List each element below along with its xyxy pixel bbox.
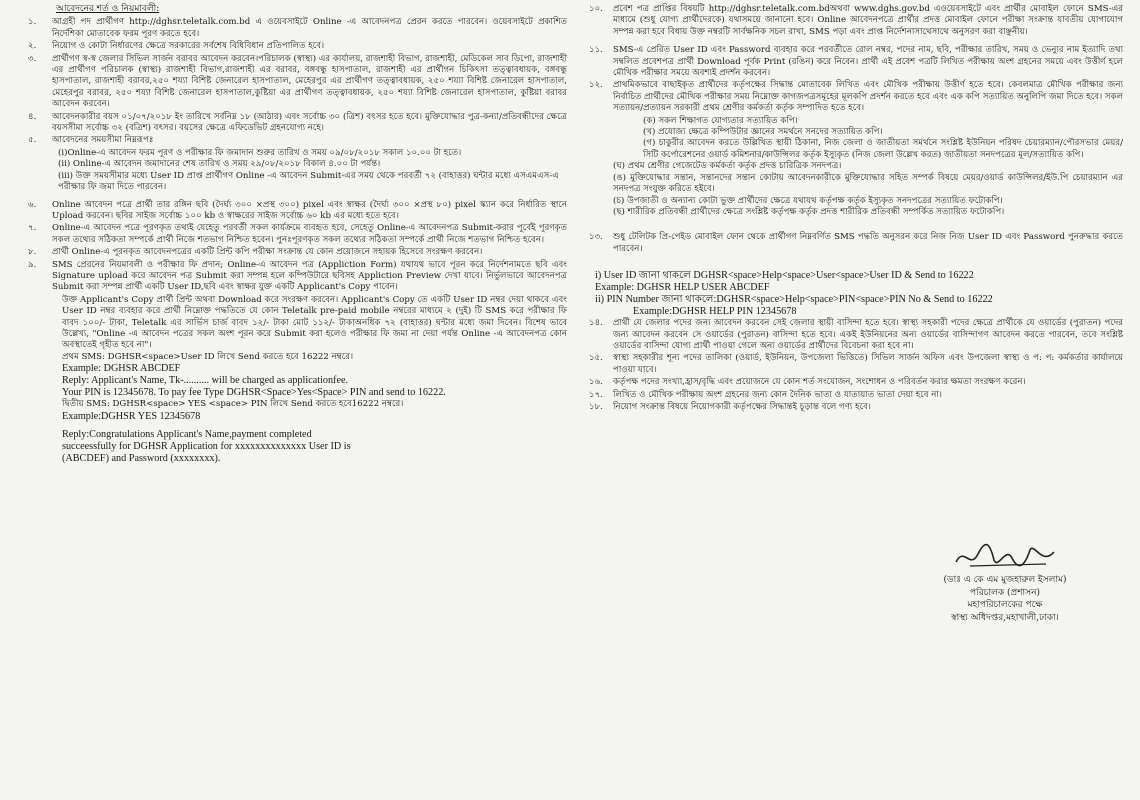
document-item: (গ) চাকুরীর আবেদন করতে উল্লিখিত স্থায়ী ঠিকানা, নিজ জেলা ও জাতীয়তা সমর্থনে সংশ্লিষ্ট ইউনিয়ন পরিষদ চেয়ারম্যান/পৌরসভার মেয়র/সিটি কর্পোরেশনের ওয়ার্ড কমিশনার/কাউন্সিলর কর্তৃক ইস্যুকৃত (নিজ জেলা উল্লেখ করত) জাতীয়তা সনদপত্রের মূল/সত্যায়িত কপি। <box>643 138 1123 160</box>
item-number: ১২. <box>589 80 603 91</box>
list-item <box>583 353 1123 376</box>
list-item <box>583 4 1123 38</box>
list-item <box>22 260 567 294</box>
item-number: ৬. <box>28 199 37 210</box>
recover-pin-example: Example:DGHSR HELP PIN 12345678 <box>633 306 797 318</box>
right-items-3 <box>583 318 1123 413</box>
list-item <box>583 45 1123 79</box>
reply-1b: Your PIN is 12345678. To pay fee Type DGHSR<Space>Yes<Space> PIN and send to 16222. <box>62 387 446 399</box>
document-item: (চ) উপজাতী ও অন্যান্য কোটা ভুক্ত প্রার্থীদের ক্ষেত্রে যথাযথ কর্তৃপক্ষ কর্তৃক ইস্যুকৃত সনদপত্রের সত্যায়িত ফটোকপি। <box>613 195 1003 206</box>
item-number: ৭. <box>28 223 37 234</box>
recover-user-id: i) User ID জানা থাকলে DGHSR<space>Help<space>User<space>User ID & Send to 16222 <box>595 270 974 282</box>
list-item <box>22 17 567 40</box>
example-2: Example:DGHSR YES 12345678 <box>62 410 201 422</box>
item-number: ১৭. <box>589 389 603 400</box>
signature-block <box>905 540 1105 624</box>
sms-instructions: উক্ত Applicant's Copy প্রার্থী প্রিন্ট অথবা Download করে সংরক্ষণ করবেন। Applicant's Copy তে একটি User ID নম্বর দেয়া থাকবে এবং User ID নম্বর ব্যবহার করে প্রার্থী নিম্নোক্ত পদ্ধতিতে যে কোন Teletalk pre-paid mobile নম্বরের মাধ্যমে ২ (দুই) টি SMS করে পরীক্ষার ফি বাবদ ১০০/- টাকা, Teletalk এর সার্ভিস চার্জ বাবদ ১২/- টাকা মোট ১১২/- টাকাঅনধিক ৭২ (বাহাত্তর) ঘন্টার মধ্যে জমা দিবেন। বিশেষ ভাবে উল্লেখ্য, "Online -এ আবেদন পত্রের সকল অংশ পূরন করে Submit করা হলেও পরীক্ষার ফি জমা না দেয়া পর্যন্ত Online -এ আবেদনপত্র কোন অবস্থাতেই গৃহীত হবে না"। <box>62 294 567 351</box>
conditions-heading: আবেদনের শর্ত ও নিয়মাবলী: <box>56 4 160 14</box>
list-item <box>22 247 567 258</box>
list-item <box>583 318 1123 352</box>
document-list <box>643 116 1123 162</box>
item-text: আবেদনকারীর বয়স ০১/০৭/২০১৮ ইং তারিখে সর্বনিম্ন ১৮ (আঠার) এবং সর্বোচ্চ ৩০ (ত্রিশ) বৎসর হতে হবে। মুক্তিযোদ্ধার পুত্র-কন্যা/প্রতিবন্ধীদের ক্ষেত্রে বয়সসীমা সর্বোচ্চ ৩২ (বত্রিশ) বৎসর। বয়সের ক্ষেত্রে এফিডেভিট গ্রহনযোগ্য নহে। <box>52 111 567 134</box>
recover-pin: ii) PIN Number জানা থাকলে:DGHSR<space>Help<space>PIN<space>PIN No & Send to 16222 <box>595 294 993 306</box>
item-number: ১১. <box>589 45 603 56</box>
signatory-designation: পরিচালক (প্রশাসন) <box>970 587 1040 598</box>
item-text: প্রার্থী যে জেলার পদের জন্য আবেদন করবেন সেই জেলার স্থায়ী বাসিন্দা হতে হবে। স্বাস্থ্য সহকারী পদের ক্ষেত্রে প্রার্থীকে যে ওয়ার্ডের (পুরাতন) পদের জন্য আবেদন করবেন সে ওয়ার্ডের (পুরাতন) বাসিন্দা হতে হবে। একই ইউনিয়নের অন্য ওয়ার্ডের বাসিন্দাগণ আবেদন করতে পারবেন, তবে সংশ্লিষ্ট ওয়ার্ডের বাসিন্দা যোগ্য প্রার্থী পাওয়া গেলে অন্য ওয়ার্ডের প্রার্থীদের বিবেচনা করা হবে না। <box>613 318 1123 351</box>
signature-scribble-icon <box>950 540 1060 574</box>
item-text: Online-এ আবেদন পত্রে পূরণকৃত তথ্যই যেহেতু পরবর্তী সকল কার্যক্রমে ব্যবহৃত হবে, সেহেতু Online-এ আবেদনপত্র Submit-করার পূর্বেই পূরণকৃত সকল তথ্যের সঠিকতা সম্পর্কে প্রার্থী নিজে শতভাগ নিশ্চিত হবেন। পুনঃপূরণকৃত সকল তথ্যের সঠিকতা সম্পর্কে প্রার্থী নিজে শতভাগ নিশ্চিত হবেন। <box>52 223 567 245</box>
reply-2b: succeessfully for DGHSR Application for xxxxxxxxxxxxxx User ID is <box>62 440 351 452</box>
right-column <box>583 4 1123 414</box>
item-number: ৯. <box>28 259 37 270</box>
item-text: প্রার্থীগণ স্ব-স্ব জেলার সিভিল সার্জন বরাবর আবেদন করবেন।পরিচালক (স্বাস্থ্য) এর কার্যালয়, রাজশাহী বিভাগ, রাজশাহী, মেডিকেল সাব ডিপো, রাজশাহী এর প্রার্থীগণ পরিচালক (স্বাস্থ্য) রাজশাহী বিভাগ,রাজশাহী এর বরাবর, বঙ্গবন্ধু হাসপাতাল, রাজশাহী এর প্রার্থীগন চিকিৎসা তত্ত্বাবধায়ক, বঙ্গবন্ধু হাসপাতাল, রাজশাহী বরাবর,২৫০ শয্যা বিশিষ্ট জেনারেল হাসপাতাল, মেহেরপুর এর প্রার্থীগণ তত্ত্বাবধায়ক, ২৫০ শয্যা বিশিষ্ট জেনারেল হাসপাতাল, মেহেরপুর বরাবর, ২৫০ শয্যা বিশিষ্ট জেনারেল হাসপাতাল,কুষ্টিয়া এর প্রার্থীগণ তত্ত্বাবধায়ক, ২৫০ শয্যা বিশিষ্ট জেনারেল হাসপাতাল, কুষ্টিয়া বরাবর আবেদন করবেন। <box>52 53 567 110</box>
left-items-2 <box>22 200 567 294</box>
recover-user-id-example: Example: DGHSR HELP USER ABCDEF <box>595 282 770 294</box>
item-text: স্বাস্থ্য সহকারীর শূন্য পদের তালিকা (ওয়ার্ড, ইউনিয়ন, উপজেলা ভিত্তিতে) সিভিল সার্জন অফিস এবং উপজেলা স্বাস্থ্য ও প: প: কর্মকর্তার কার্যালয়ে পাওয়া যাবে। <box>613 353 1123 375</box>
list-item <box>22 135 567 146</box>
timeline-item: (i)Online-এ আবেদন ফরম পূরণ ও পরীক্ষার ফি জমাদান শুরুর তারিখ ও সময় ০৯/০৮/২০১৮ সকাল ১০.০০ টা হতে। <box>58 147 462 158</box>
signatory-line-2: স্বাস্থ্য অধিদপ্তর,মহাখালী,ঢাকা। <box>951 612 1059 623</box>
reply-2a: Reply:Congratulations Applicant's Name,payment completed <box>62 428 312 440</box>
item-number: ১৮. <box>589 401 603 412</box>
list-item <box>583 402 1123 413</box>
item-text: SMS-এ প্রেরিত User ID এবং Password ব্যবহার করে পরবর্তীতে রোল নম্বর, পদের নাম, ছবি, পরীক্ষার তারিখ, সময় ও ভেন্যুর নাম ইত্যাদি তথ্য সম্বলিত প্রবেশপত্র প্রার্থী Download পূর্বক Print (রঙিন) করে নিবেন। প্রার্থী এই প্রবেশ পত্রটি লিখিত পরীক্ষায় অংশ গ্রহনের সময়ে এবং উত্তীর্ণ হলে মৌখিক পরীক্ষার সময়ে অবশ্যই প্রদর্শন করবেন। <box>613 45 1123 79</box>
signatory-line-1: মহাপরিচালকের পক্ষে <box>967 600 1043 610</box>
item-text: আগ্রহী পদ প্রার্থীগণ http://dghsr.teletalk.com.bd এ ওয়েবসাইটে Online -এ আবেদনপত্র প্রেরন করতে পারবেন। ওয়েবসাইটে প্রকাশিত নির্দেশিকা মোতাবেক ফরম পূরণ করতে হবে। <box>52 17 567 39</box>
left-items <box>22 17 567 146</box>
list-item <box>583 80 1123 114</box>
list-item <box>22 41 567 52</box>
item-number: ১৩. <box>589 232 603 243</box>
item-number: ১৪. <box>589 318 603 329</box>
reply-2c: (ABCDEF) and Password (xxxxxxxx). <box>62 452 221 464</box>
item-number: ৪. <box>28 111 37 122</box>
list-item <box>22 223 567 246</box>
document-item: (ঙ) মুক্তিযোদ্ধার সন্তান, সন্তানদের সন্তান কোটায় আবেদনকারীকে মুক্তিযোদ্ধার সহিত সম্পর্ক বিষয়ে মেয়র/ওয়ার্ড কাউন্সিলর/ইউ.পি চেয়ারম্যান এর সনদপত্র সংযুক্ত করিতে হইবে। <box>613 172 1123 195</box>
example-1: Example: DGHSR ABCDEF <box>62 363 181 375</box>
list-item <box>22 54 567 111</box>
signatory-name: (ডাঃ এ কে এম মুজহারুল ইসলাম) <box>943 575 1067 585</box>
item-number: ১৬. <box>589 377 603 388</box>
second-sms: দ্বিতীয় SMS: DGHSR<space> YES <space> PIN লিখে Send করতে হবে16222 নম্বরে। <box>62 399 404 410</box>
document-item: (খ) প্রযোজ্য ক্ষেত্রে কম্পিউটার জ্ঞানের সমর্থনে সনদের সত্যায়িত কপি। <box>643 127 883 138</box>
document-item: (ছ) শারীরিক প্রতিবন্ধী প্রার্থীদের ক্ষেত্রে সংশ্লিষ্ট কর্তৃপক্ষ কর্তৃক প্রদত্ত শারীরিক প্রতিবন্ধী সম্পর্কিত সত্যায়িত ফটোকপি। <box>613 206 1005 217</box>
list-item <box>22 112 567 135</box>
document-list-2 <box>613 161 1123 218</box>
item-text: লিখিত ও মৌখিক পরীক্ষায় অংশ গ্রহনের জন্য কোন দৈনিক ভাতা ও যাতায়াত ভাতা দেয়া হবে না। <box>613 389 942 400</box>
item-text: আবেদনের সময়সীমা নিম্নরূপঃ <box>52 135 154 146</box>
item-text: কর্তৃপক্ষ পদের সংখ্যা,হ্রাস/বৃদ্ধি এবং প্রয়োজনে যে কোন শর্ত সংযোজন, সংশোধন ও পরিবর্তন করার ক্ষমতা সংরক্ষণ করেন। <box>613 377 1026 388</box>
item-text: Online আবেদন পত্রে প্রার্থী তার রঙ্গিন ছবি (দৈর্ঘ্য ৩০০ ×প্রস্থ ৩০০) pixel এবং স্বাক্ষর (দৈর্ঘ্য ৩০০ ×প্রস্থ ৮০) pixel স্ক্যান করে নির্ধারিত স্থানে Upload করবেন। ছবির সাইজ সর্বোচ্চ ১০০ kb ও স্বাক্ষরের সাইজ সর্বোচ্চ ৬০ kb এর মধ্যে হতে হবে। <box>52 199 567 221</box>
item-number: ৮. <box>28 247 37 258</box>
item-text: প্রবেশ পত্র প্রাপ্তির বিষয়টি http://dghsr.teletalk.com.bdঅথবা www.dghs.gov.bd এওয়েবসাইটে এবং প্রার্থীর মোবাইল ফোনে SMS-এর মাধ্যমে (শুধু যোগ্য প্রার্থীদেরকে) যথাসময়ে জানানো হবে। Online আবেদনপত্রে প্রার্থীর প্রদত্ত মোবাইল ফোনে পরীক্ষা সংক্রান্ত যাবতীয় যোগাযোগ সম্পন্ন করা হবে বিধায় উক্ত নম্বরটি সার্বক্ষনিক সচল রাখা, SMS পড়া এবং প্রাপ্ত নির্দেশনাসাথেসাথে অনুসরণ করা বাঞ্ছনীয়। <box>613 4 1123 37</box>
list-item <box>583 390 1123 401</box>
timeline-item: (iii) উক্ত সময়সীমার মধ্যে User ID প্রাপ্ত প্রার্থীগণ Online -এ আবেদন Submit-এর সময় থেকে পরবর্তী ৭২ (বাহাত্তর) ঘন্টার মধ্যে এসএমএস-এ পরীক্ষার ফি জমা দিতে পারবেন। <box>58 170 559 193</box>
first-sms: প্রথম SMS: DGHSR<space>User ID লিখে Send করতে হবে 16222 নম্বরে। <box>62 351 354 362</box>
list-item <box>22 200 567 223</box>
list-item <box>583 232 1123 255</box>
timeline-item: (ii) Online-এ আবেদন জমাদানের শেষ তারিখ ও সময় ২৯/০৮/২০১৮ বিকাল ৪.০০ টা পর্যন্ত। <box>58 159 381 170</box>
timeline-list <box>58 148 567 194</box>
item-number: ১০. <box>589 4 603 14</box>
left-column <box>22 4 567 465</box>
list-item <box>583 377 1123 388</box>
document-item: (ঘ) প্রথম শ্রেণীর গেজেটেড কর্মকর্তা কর্তৃক প্রদত্ত চারিত্রিক সনদপত্র। <box>613 161 842 172</box>
item-text: প্রাথমিকভাবে বাছাইকৃত প্রার্থীদের কর্তৃপক্ষের সিদ্ধান্ত মোতাবেক লিখিত এবং মৌখিক পরীক্ষায় উত্তীর্ণ হতে হবে। কেবলমাত্র মৌখিক পরীক্ষার জন্য নির্বাচিত প্রার্থীদের মৌখিক পরীক্ষার সময় নিম্নোক্ত কাগজপত্রসমূহের মূলকপি প্রদর্শন করতে হবে এবং এক কপি সত্যায়িত অনুলিপি জমা দিতে হবে। সকল সত্যায়ন/প্রত্যায়ন সরকারী প্রথম শ্রেণীর কর্মকর্তা কর্তৃক সম্পাদিত হতে হবে। <box>613 80 1123 114</box>
document-item: (ক) সকল শিক্ষাগত যোগ্যতার সত্যায়িত কপি। <box>643 115 798 126</box>
item-number: ৩. <box>28 53 37 64</box>
item-number: ২. <box>28 41 37 52</box>
item-text: নিয়োগ ও কোটা নির্ধারণের ক্ষেত্রে সরকারের সর্বশেষ বিধিবিধান প্রতিপালিত হবে। <box>52 41 325 52</box>
item-text: প্রার্থী Online-এ পূরনকৃত আবেদনপত্রের একটি প্রিন্ট কপি পরীক্ষা সংক্রান্ত যে কোন প্রয়োজনে সহায়ক হিসেবে সংরক্ষণ করবেন। <box>52 247 483 258</box>
item-text: SMS প্রেরনের নিয়মাবলী ও পরীক্ষার ফি প্রদান; Online-এ আবেদন পত্র (Appliction Form) যথাযথ ভাবে পূরন করে নির্দেশনামতে ছবি এবং Signature upload করে আবেদন পত্র Submit করা সম্পন্ন হলে কম্পিউটারে ছবিসহ Appliction Preview দেখা যাবে। নির্ভুলভাবে আবেদনপত্র Submit করা সম্পন্ন প্রার্থী একটি User ID,ছবি এবং স্বাক্ষর যুক্ত একটি Applicant's Copy পাবেন। <box>52 259 567 293</box>
item-text: নিয়োগ সংক্রান্ত বিষয়ে নিয়োগকারী কর্তৃপক্ষের সিদ্ধান্তই চূড়ান্ত বলে গণ্য হবে। <box>613 401 871 412</box>
item-number: ৫. <box>28 135 37 146</box>
item-number: ১৫. <box>589 353 603 364</box>
item-number: ১. <box>28 17 37 28</box>
reply-1: Reply: Applicant's Name, Tk-.......... will be charged as applicationfee. <box>62 375 349 387</box>
right-items <box>583 4 1123 115</box>
item-text: শুধু টেলিটক প্রি-পেইড মোবাইল ফোন থেকে প্রার্থীগণ নিম্নবর্ণিত SMS পদ্ধতি অনুসরন করে নিজ নিজ User ID এবং Password পুনরুদ্ধার করতে পারবেন। <box>613 232 1123 254</box>
